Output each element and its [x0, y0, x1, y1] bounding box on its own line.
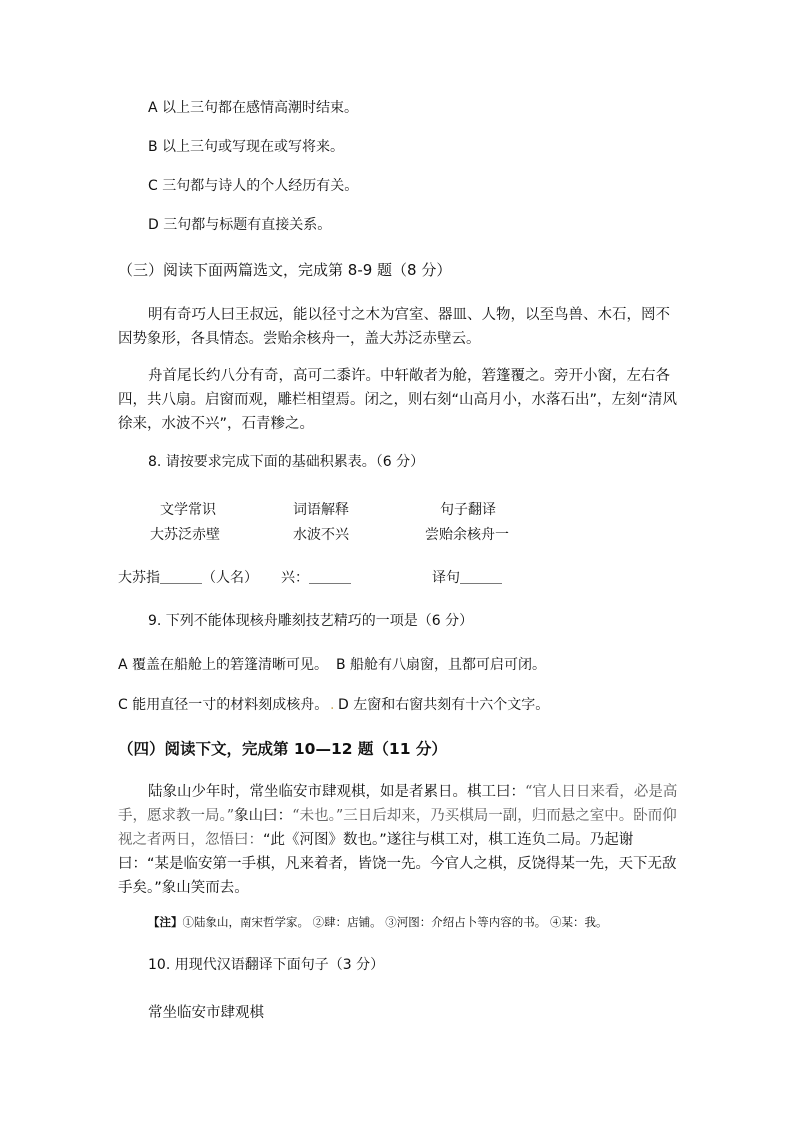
note-text: ①陆象山，南宋哲学家。 ②肆：店铺。 ③河图：介绍占卜等内容的书。 ④某：我。 — [182, 915, 608, 929]
option-d: D 三句都与标题有直接关系。 — [148, 217, 332, 233]
table-header-translation: 句子翻译 — [440, 502, 496, 518]
answer-blank-word: 兴：＿＿＿ — [281, 570, 351, 586]
question-9-option-d: D 左窗和右窗共刻有十六个文字。 — [338, 697, 550, 713]
para-segment-1: 陆象山少年时，常坐临安市肆观棋，如是者累日。棋工曰： — [148, 784, 525, 800]
table-item-literature: 大苏泛赤壁 — [150, 527, 220, 543]
section4-heading: （四）阅读下文，完成第 10—12 题（11 分） — [118, 740, 447, 758]
answer-blank-person: 大苏指＿＿＿（人名） — [118, 570, 258, 586]
answer-blank-translation: 译句＿＿＿ — [432, 570, 502, 586]
table-item-words: 水波不兴 — [293, 527, 349, 543]
question-9-option-b: B 船舱有八扇窗，且都可启可闭。 — [336, 657, 547, 673]
question-9-option-a: A 覆盖在船舱上的箬篷清晰可见。 — [118, 657, 329, 673]
para-segment-3: “此《河图》数也。”遂往与棋工对，棋工连负二局。乃起谢曰：“某是临安第一手棋，凡来着者，皆饶一先。今官人之棋，反饶得某一先，天下无敌手矣。”象山笑而去。 — [118, 832, 677, 896]
para-quote-2: “未也。”三日后却来，乃买棋局一副，归而悬之室中。卧而仰视之者两日，忽悟曰： — [118, 808, 677, 848]
table-item-translation: 尝贻余核舟一 — [425, 527, 509, 543]
option-a: A 以上三句都在感情高潮时结束。 — [148, 100, 359, 116]
note-tag: 【注】 — [148, 915, 183, 929]
section3-paragraph-1: 明有奇巧人曰王叔远，能以径寸之木为宫室、器皿、人物，以至鸟兽、木石，罔不因势象形，各具情态。尝贻余核舟一，盖大苏泛赤壁云。 — [118, 307, 670, 347]
question-8-stem: 8. 请按要求完成下面的基础积累表。（6 分） — [148, 454, 425, 470]
option-b: B 以上三句或写现在或写将来。 — [148, 139, 345, 155]
question-9-stem: 9. 下列不能体现核舟雕刻技艺精巧的一项是（6 分） — [148, 613, 474, 629]
annotation-note — [148, 912, 607, 932]
section4-paragraph — [118, 780, 678, 900]
table-header-literature: 文学常识 — [160, 502, 216, 518]
question-10-stem: 10. 用现代汉语翻译下面句子（3 分） — [148, 957, 385, 973]
question-10-sentence: 常坐临安市肆观棋 — [148, 1005, 264, 1021]
question-9-option-c: C 能用直径一寸的材料刻成核舟。 — [118, 697, 329, 713]
section3-heading: （三）阅读下面两篇选文，完成第 8-9 题（8 分） — [118, 261, 452, 279]
question-9-option-c-dot: . — [330, 697, 335, 713]
table-header-words: 词语解释 — [293, 502, 349, 518]
para-segment-2: 象山曰： — [234, 808, 293, 824]
para-quote-1: “官人日日来看，必是高手，愿求教一局。” — [118, 784, 678, 824]
section3-paragraph-2: 舟首尾长约八分有奇，高可二黍许。中轩敞者为舱，箬篷覆之。旁开小窗，左右各四，共八扇。启窗而观，雕栏相望焉。闭之，则右刻“山高月小，水落石出”，左刻“清风徐来，水波不兴”，石青糁之。 — [118, 368, 678, 432]
option-c: C 三句都与诗人的个人经历有关。 — [148, 178, 359, 194]
